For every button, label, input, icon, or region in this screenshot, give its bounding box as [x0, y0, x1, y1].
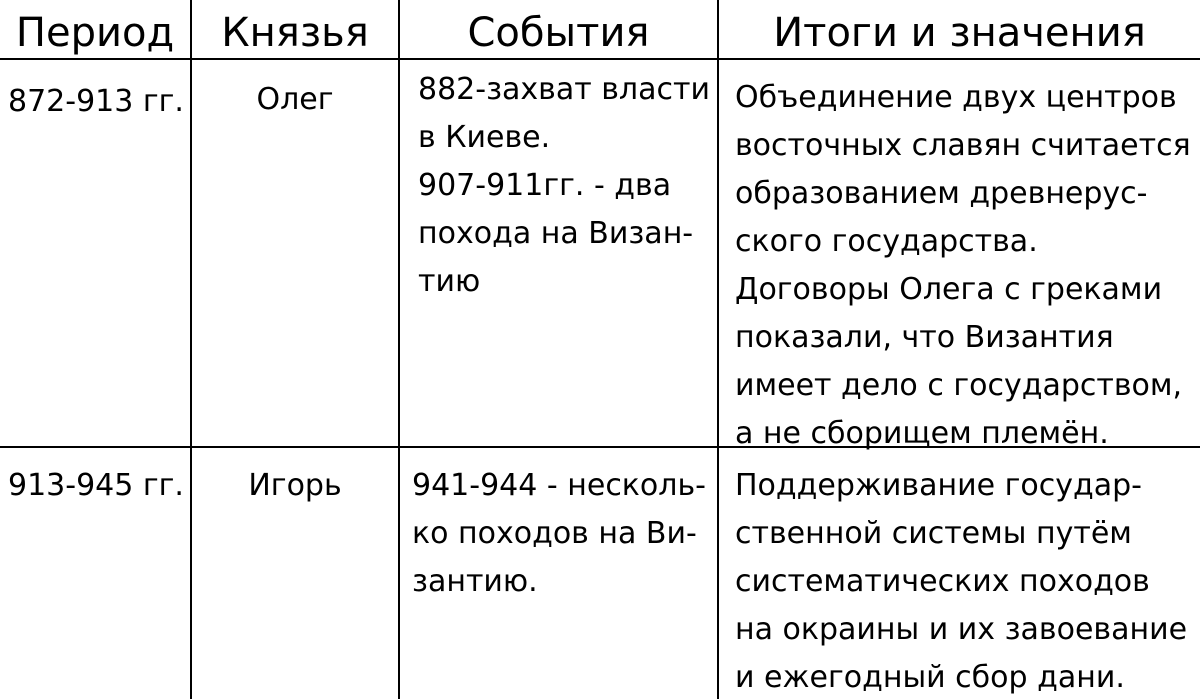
events-line: 941-944 - несколь-: [412, 468, 706, 503]
events-line: зантию.: [412, 564, 538, 599]
results-cell: [735, 462, 1187, 699]
events-line: 882-захват власти: [418, 72, 710, 107]
table-row: [192, 462, 398, 510]
results-line: образованием древнерус-: [735, 176, 1148, 211]
row-divider: [0, 58, 1200, 60]
events-line: тию: [418, 264, 481, 299]
results-line: Объединение двух центров: [735, 80, 1177, 115]
events-line: похода на Визан-: [418, 216, 694, 251]
prince-cell: Игорь: [248, 468, 342, 503]
column-divider: [398, 0, 400, 699]
results-line: Поддерживание государ-: [735, 468, 1142, 503]
events-line: в Киеве.: [418, 120, 551, 155]
events-cell: [418, 66, 710, 306]
table-row: [8, 462, 184, 510]
results-line: на окраины и их завоевание: [735, 612, 1188, 647]
results-line: ственной системы путём: [735, 516, 1132, 551]
period-cell: 913-945 гг.: [8, 468, 184, 503]
header-results: Итоги и значения: [773, 10, 1146, 56]
results-line: имеет дело с государством,: [735, 368, 1183, 403]
prince-cell: Олег: [256, 82, 334, 117]
results-cell: [735, 74, 1191, 458]
header-period: Период: [15, 10, 175, 56]
results-line: а не сборищем племён.: [735, 416, 1109, 451]
header-princes: Князья: [221, 10, 369, 56]
events-line: ко походов на Ви-: [412, 516, 697, 551]
results-line: и ежегодный сбор дани.: [735, 660, 1125, 695]
period-cell: 872-913 гг.: [8, 84, 184, 119]
events-line: 907-911гг. - два: [418, 168, 672, 203]
results-line: систематических походов: [735, 564, 1150, 599]
events-cell: [412, 462, 706, 606]
results-line: показали, что Византия: [735, 320, 1114, 355]
column-divider: [717, 0, 719, 699]
table-row: [192, 76, 398, 124]
results-line: Договоры Олега с греками: [735, 272, 1163, 307]
results-line: восточных славян считается: [735, 128, 1191, 163]
results-line: ского государства.: [735, 224, 1038, 259]
header-events: События: [467, 10, 650, 56]
table-row: [8, 78, 184, 126]
